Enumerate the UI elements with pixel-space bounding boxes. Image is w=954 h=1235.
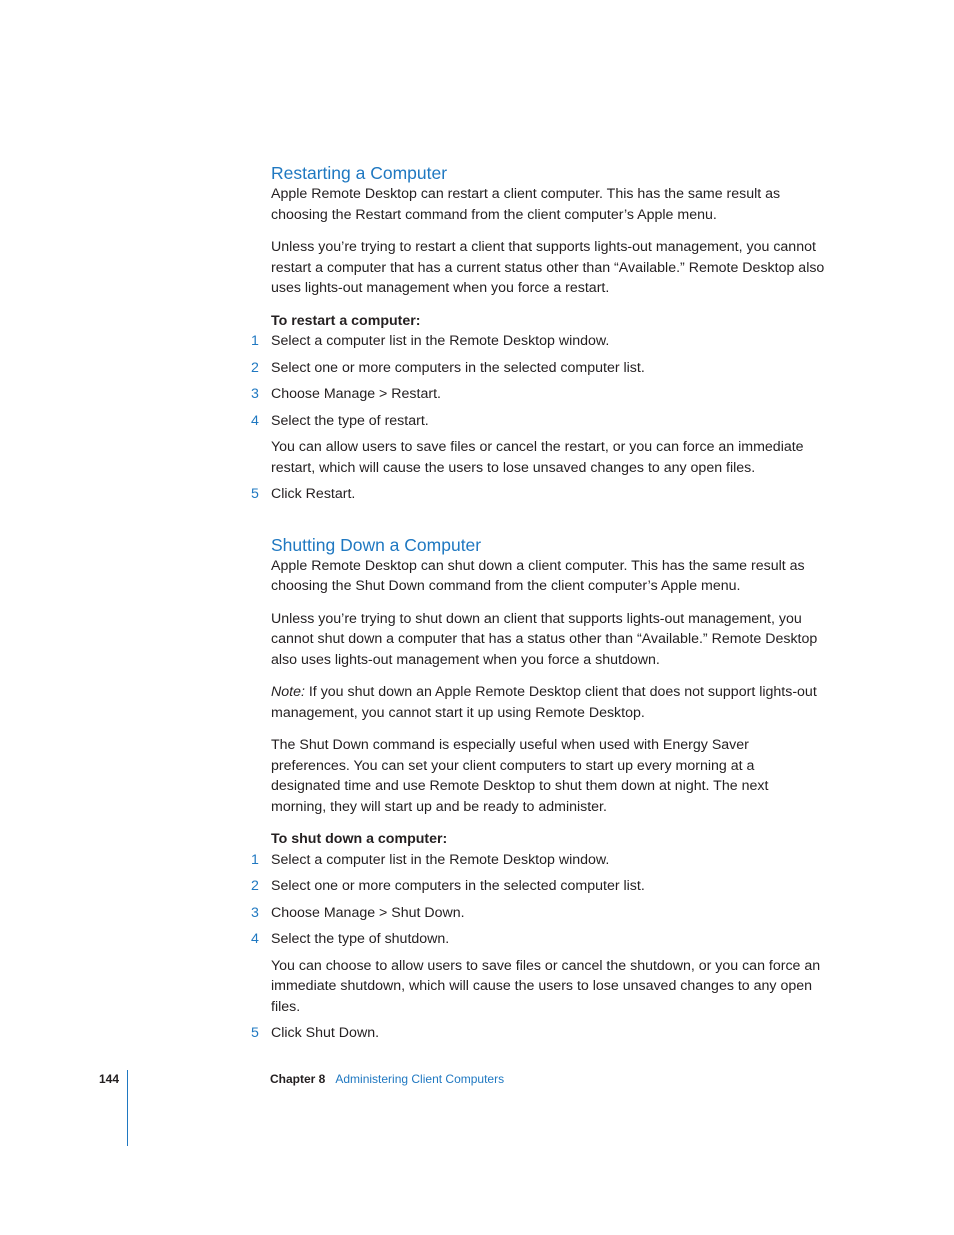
step-number: 4 [251, 931, 259, 947]
step-item [251, 384, 827, 405]
step-item [251, 411, 827, 479]
step-text: Click Restart. [271, 486, 356, 502]
step-text: Click Shut Down. [271, 1025, 380, 1041]
step-number: 1 [251, 333, 259, 349]
step-list-shutdown [251, 850, 827, 1044]
step-number: 3 [251, 386, 259, 402]
chapter-label: Chapter 8 [270, 1072, 326, 1086]
step-number: 2 [251, 359, 259, 376]
step-number: 4 [251, 412, 259, 429]
step-number: 5 [251, 1025, 259, 1041]
chapter-title: Administering Client Computers [335, 1072, 505, 1086]
chapter-footer [270, 1072, 504, 1086]
step-item [251, 876, 827, 897]
step-text: Choose Manage > Restart. [271, 386, 441, 402]
step-item [251, 358, 827, 379]
step-number: 3 [251, 904, 259, 921]
section-title-shutting-down: Shutting Down a Computer [271, 534, 482, 555]
note-text: If you shut down an Apple Remote Desktop client that does not support lights-out management, you cannot start it up using Remote Desktop. [271, 684, 817, 721]
step-text: Choose Manage > Shut Down. [271, 904, 465, 921]
step-detail: You can allow users to save files or cancel the restart, or you can force an immediate restart, which will cause the users to lose unsaved changes to any open files. [271, 439, 804, 476]
step-list-restart [251, 331, 827, 505]
paragraph: Apple Remote Desktop can shut down a client computer. This has the same result as choosing the Shut Down command from the client computer’s Apple menu. [271, 557, 805, 594]
note-paragraph [271, 682, 827, 723]
procedure-heading: To restart a computer: [271, 312, 421, 329]
paragraph: Unless you’re trying to restart a client that supports lights-out management, you cannot restart a computer that has a current status other than “Available.” Remote Desktop also uses lights-out management when you force a restart. [271, 239, 825, 296]
step-text: Select the type of shutdown. [271, 931, 450, 947]
step-item [251, 1023, 827, 1044]
step-item [251, 484, 827, 505]
page-content [251, 162, 827, 1050]
step-text: Select a computer list in the Remote Desktop window. [271, 851, 610, 868]
step-text: Select one or more computers in the selected computer list. [271, 359, 645, 376]
step-text: Select a computer list in the Remote Desktop window. [271, 333, 610, 349]
paragraph: Unless you’re trying to shut down an client that supports lights-out management, you cannot shut down a computer that has a status other than “Available.” Remote Desktop also uses lights-out management when you force a shutdown. [271, 610, 818, 668]
step-item [251, 850, 827, 871]
step-item [251, 331, 827, 352]
footer-divider [127, 1070, 128, 1146]
step-text: Select one or more computers in the selected computer list. [271, 878, 645, 894]
step-text: Select the type of restart. [271, 412, 429, 429]
step-detail: You can choose to allow users to save files or cancel the shutdown, or you can force an immediate shutdown, which will cause the users to lose unsaved changes to any open files. [271, 957, 821, 1015]
step-item [251, 903, 827, 924]
paragraph: The Shut Down command is especially useful when used with Energy Saver preferences. You can set your client computers to start up every morning at a designated time and use Remote Desktop to shut them down at night. The next morning, they will start up and be ready to administer. [271, 737, 769, 815]
section-title-restarting: Restarting a Computer [271, 163, 448, 183]
note-label: Note: [271, 684, 305, 700]
step-number: 1 [251, 851, 259, 868]
page-number: 144 [99, 1072, 120, 1086]
step-number: 5 [251, 486, 259, 502]
paragraph: Apple Remote Desktop can restart a client computer. This has the same result as choosing the Restart command from the client computer’s Apple menu. [271, 186, 781, 223]
procedure-heading: To shut down a computer: [271, 831, 448, 847]
step-number: 2 [251, 878, 259, 894]
step-item [251, 929, 827, 1017]
